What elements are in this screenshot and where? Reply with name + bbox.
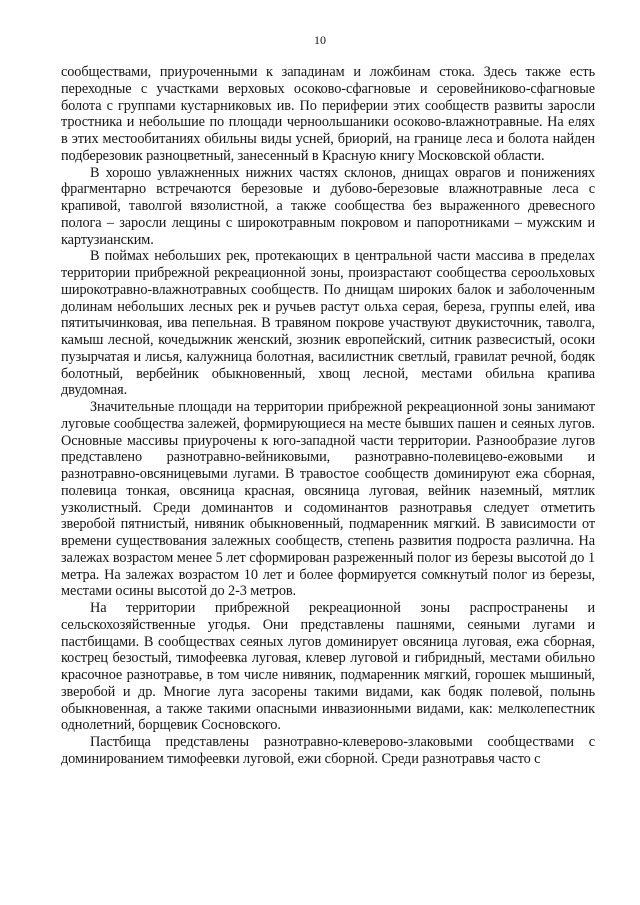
paragraph: В хорошо увлажненных нижних частях склонов, днищах оврагов и понижениях фрагментарно встречаются березовые и дубово-березовые влажнотравные леса с крапивой, таволгой вязолистной, а также сообщества без выраженного древесного полога – заросли лещины с широкотравным покровом и папоротниками – мужским и картузианским. [61,164,595,248]
paragraph: На территории прибрежной рекреационной зоны распространены и сельскохозяйственные угодья. Они представлены пашнями, сеяными лугами и пастбищами. В сообществах сеяных лугов доминирует овсяница луговая, ежа сборная, кострец безостый, тимофеевка луговая, клевер луговой и гибридный, местами обильно красочное разнотравье, в том числе нивяник, подмаренник мягкий, горошек мышиный, зверобой и др. Многие луга засорены такими видами, как бодяк полевой, полынь обыкновенная, а также такими опасными инвазионными видами, как: мелколепестник однолетний, борщевик Сосновского. [61,600,595,734]
paragraph: В поймах небольших рек, протекающих в центральной части массива в пределах территории прибрежной рекреационной зоны, произрастают сообщества сероольховых широкотравно-влажнотравных сообществ. По днищам широких балок и заболоченным долинам небольших лесных рек и ручьев растут ольха серая, береза, группы елей, ива пятитычинковая, ива пепельная. В травяном покрове участвуют двукисточник, таволга, камыш лесной, кочедыжник женский, зюзник европейский, ситник развесистый, осоки пузырчатая и лисья, калужница болотная, василистник светлый, гравилат речной, бодяк болотный, вербейник обыкновенный, хвощ лесной, местами обильна крапива двудомная. [61,248,595,399]
paragraph: Значительные площади на территории прибрежной рекреационной зоны занимают луговые сообщества залежей, формирующиеся на месте бывших пашен и сеяных лугов. Основные массивы приурочены к юго-западной части территории. Разнообразие лугов представлено разнотравно-вейниковыми, разнотравно-полевицево-ежовыми и разнотравно-овсяницевыми лугами. В травостое сообществ доминируют ежа сборная, полевица тонкая, овсяница красная, овсяница луговая, вейник наземный, мятлик узколистный. Среди доминантов и содоминантов разнотравья следует отметить зверобой пятнистый, нивяник обыкновенный, подмаренник мягкий. В зависимости от времени существования залежных сообществ, степень развития подроста различна. На залежах возрастом менее 5 лет сформирован разреженный полог из березы высотой до 1 метра. На залежах возрастом 10 лет и более формируется сомкнутый полог из березы, местами осины высотой до 2-3 метров. [61,399,595,600]
document-body [61,64,595,768]
paragraph-continued: сообществами, приуроченными к западинам и ложбинам стока. Здесь также есть переходные с участками верховых осоково-сфагновые и серовейниково-сфагновые болота с группами кустарниковых ив. По периферии этих сообществ развиты заросли тростника и небольшие по площади черноольшаники осоково-влажнотравные. На елях в этих местообитаниях обильны виды усней, бриорий, на границе леса и болота найден подберезовик разноцветный, занесенный в Красную книгу Московской области. [61,64,595,164]
page-number: 10 [314,33,326,47]
paragraph: Пастбища представлены разнотравно-клеверово-злаковыми сообществами с доминированием тимофеевки луговой, ежи сборной. Среди разнотравья часто с [61,734,595,767]
